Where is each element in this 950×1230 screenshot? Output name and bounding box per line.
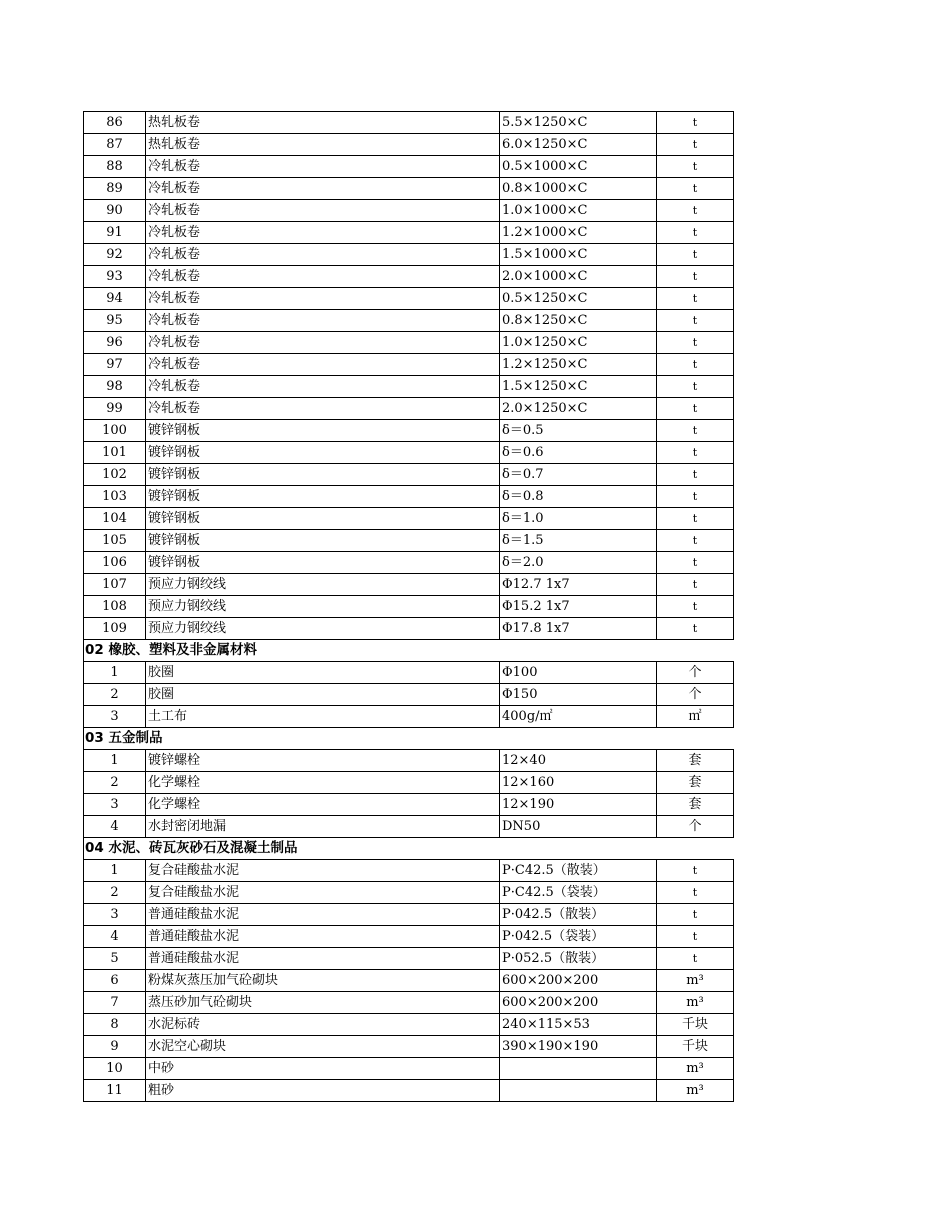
row-number-cell: 109 xyxy=(84,618,146,640)
row-number-cell: 97 xyxy=(84,354,146,376)
unit-cell: 千块 xyxy=(657,1036,734,1058)
row-number-cell: 87 xyxy=(84,134,146,156)
row-number-cell: 94 xyxy=(84,288,146,310)
table-body xyxy=(84,112,734,1102)
row-number-cell: 2 xyxy=(84,882,146,904)
item-name-cell: 冷轧板卷 xyxy=(146,354,500,376)
table-row xyxy=(84,530,734,552)
table-row xyxy=(84,662,734,684)
row-number-cell: 92 xyxy=(84,244,146,266)
spec-cell: δ＝0.6 xyxy=(500,442,657,464)
item-name-cell: 蒸压砂加气砼砌块 xyxy=(146,992,500,1014)
row-number-cell: 99 xyxy=(84,398,146,420)
unit-cell: t xyxy=(657,574,734,596)
spec-cell: δ＝0.7 xyxy=(500,464,657,486)
item-name-cell: 冷轧板卷 xyxy=(146,310,500,332)
unit-cell: 个 xyxy=(657,684,734,706)
section-header-row xyxy=(84,728,734,750)
spec-cell: δ＝1.5 xyxy=(500,530,657,552)
item-name-cell: 冷轧板卷 xyxy=(146,178,500,200)
spec-cell: DN50 xyxy=(500,816,657,838)
table-row xyxy=(84,816,734,838)
item-name-cell: 冷轧板卷 xyxy=(146,222,500,244)
row-number-cell: 103 xyxy=(84,486,146,508)
spec-cell: δ＝0.8 xyxy=(500,486,657,508)
row-number-cell: 91 xyxy=(84,222,146,244)
unit-cell: t xyxy=(657,464,734,486)
table-row xyxy=(84,376,734,398)
spec-cell: 240×115×53 xyxy=(500,1014,657,1036)
unit-cell: t xyxy=(657,926,734,948)
spec-cell: 12×160 xyxy=(500,772,657,794)
unit-cell: t xyxy=(657,310,734,332)
item-name-cell: 化学螺栓 xyxy=(146,794,500,816)
spec-cell: Φ150 xyxy=(500,684,657,706)
unit-cell: t xyxy=(657,596,734,618)
table-row xyxy=(84,1058,734,1080)
item-name-cell: 预应力钢绞线 xyxy=(146,574,500,596)
item-name-cell: 热轧板卷 xyxy=(146,134,500,156)
section-header-row xyxy=(84,838,734,860)
row-number-cell: 11 xyxy=(84,1080,146,1102)
row-number-cell: 4 xyxy=(84,816,146,838)
table-row xyxy=(84,794,734,816)
table-row xyxy=(84,948,734,970)
section-title: 03 五金制品 xyxy=(84,728,734,750)
item-name-cell: 土工布 xyxy=(146,706,500,728)
spec-cell: 0.8×1250×C xyxy=(500,310,657,332)
item-name-cell: 镀锌螺栓 xyxy=(146,750,500,772)
section-title: 02 橡胶、塑料及非金属材料 xyxy=(84,640,734,662)
item-name-cell: 普通硅酸盐水泥 xyxy=(146,948,500,970)
row-number-cell: 1 xyxy=(84,662,146,684)
spec-cell xyxy=(500,1080,657,1102)
table-row xyxy=(84,112,734,134)
item-name-cell: 化学螺栓 xyxy=(146,772,500,794)
material-price-table xyxy=(83,111,734,1102)
table-row xyxy=(84,684,734,706)
item-name-cell: 冷轧板卷 xyxy=(146,376,500,398)
row-number-cell: 101 xyxy=(84,442,146,464)
table-row xyxy=(84,244,734,266)
unit-cell: t xyxy=(657,882,734,904)
table-row xyxy=(84,970,734,992)
item-name-cell: 中砂 xyxy=(146,1058,500,1080)
item-name-cell: 镀锌钢板 xyxy=(146,442,500,464)
unit-cell: ㎡ xyxy=(657,706,734,728)
spec-cell: 12×40 xyxy=(500,750,657,772)
item-name-cell: 镀锌钢板 xyxy=(146,530,500,552)
spec-cell: 12×190 xyxy=(500,794,657,816)
item-name-cell: 预应力钢绞线 xyxy=(146,596,500,618)
row-number-cell: 5 xyxy=(84,948,146,970)
item-name-cell: 冷轧板卷 xyxy=(146,156,500,178)
spec-cell: P·052.5（散装） xyxy=(500,948,657,970)
unit-cell: t xyxy=(657,156,734,178)
item-name-cell: 复合硅酸盐水泥 xyxy=(146,860,500,882)
spec-cell: 1.5×1250×C xyxy=(500,376,657,398)
table-row xyxy=(84,398,734,420)
spec-cell: δ＝1.0 xyxy=(500,508,657,530)
table-row xyxy=(84,706,734,728)
spec-cell: 390×190×190 xyxy=(500,1036,657,1058)
item-name-cell: 预应力钢绞线 xyxy=(146,618,500,640)
row-number-cell: 88 xyxy=(84,156,146,178)
spec-cell: 400g/㎡ xyxy=(500,706,657,728)
unit-cell: t xyxy=(657,398,734,420)
row-number-cell: 4 xyxy=(84,926,146,948)
row-number-cell: 100 xyxy=(84,420,146,442)
spec-cell: 2.0×1250×C xyxy=(500,398,657,420)
unit-cell: m³ xyxy=(657,970,734,992)
table-row xyxy=(84,310,734,332)
table-row xyxy=(84,178,734,200)
unit-cell: t xyxy=(657,552,734,574)
unit-cell: t xyxy=(657,178,734,200)
spec-cell: 1.0×1250×C xyxy=(500,332,657,354)
item-name-cell: 冷轧板卷 xyxy=(146,266,500,288)
spec-cell: Φ12.7 1x7 xyxy=(500,574,657,596)
unit-cell: 个 xyxy=(657,662,734,684)
unit-cell: t xyxy=(657,222,734,244)
table-row xyxy=(84,354,734,376)
row-number-cell: 96 xyxy=(84,332,146,354)
spec-cell: 6.0×1250×C xyxy=(500,134,657,156)
table-row xyxy=(84,200,734,222)
table-row xyxy=(84,596,734,618)
row-number-cell: 102 xyxy=(84,464,146,486)
unit-cell: t xyxy=(657,948,734,970)
row-number-cell: 6 xyxy=(84,970,146,992)
unit-cell: 套 xyxy=(657,772,734,794)
spec-cell xyxy=(500,1058,657,1080)
item-name-cell: 镀锌钢板 xyxy=(146,508,500,530)
unit-cell: t xyxy=(657,486,734,508)
unit-cell: t xyxy=(657,860,734,882)
row-number-cell: 3 xyxy=(84,904,146,926)
spec-cell: 5.5×1250×C xyxy=(500,112,657,134)
unit-cell: t xyxy=(657,904,734,926)
table-row xyxy=(84,332,734,354)
table-row xyxy=(84,882,734,904)
row-number-cell: 1 xyxy=(84,860,146,882)
item-name-cell: 热轧板卷 xyxy=(146,112,500,134)
row-number-cell: 89 xyxy=(84,178,146,200)
unit-cell: t xyxy=(657,618,734,640)
table-row xyxy=(84,1080,734,1102)
item-name-cell: 冷轧板卷 xyxy=(146,200,500,222)
row-number-cell: 93 xyxy=(84,266,146,288)
table-row xyxy=(84,222,734,244)
item-name-cell: 水泥空心砌块 xyxy=(146,1036,500,1058)
item-name-cell: 镀锌钢板 xyxy=(146,552,500,574)
row-number-cell: 104 xyxy=(84,508,146,530)
row-number-cell: 10 xyxy=(84,1058,146,1080)
item-name-cell: 镀锌钢板 xyxy=(146,486,500,508)
spec-cell: P·C42.5（散装） xyxy=(500,860,657,882)
spec-cell: Φ15.2 1x7 xyxy=(500,596,657,618)
unit-cell: t xyxy=(657,244,734,266)
item-name-cell: 胶圈 xyxy=(146,684,500,706)
table-row xyxy=(84,266,734,288)
row-number-cell: 98 xyxy=(84,376,146,398)
row-number-cell: 86 xyxy=(84,112,146,134)
row-number-cell: 95 xyxy=(84,310,146,332)
table-row xyxy=(84,508,734,530)
table-row xyxy=(84,134,734,156)
table-row xyxy=(84,1014,734,1036)
unit-cell: t xyxy=(657,332,734,354)
row-number-cell: 7 xyxy=(84,992,146,1014)
item-name-cell: 粉煤灰蒸压加气砼砌块 xyxy=(146,970,500,992)
row-number-cell: 3 xyxy=(84,794,146,816)
item-name-cell: 镀锌钢板 xyxy=(146,420,500,442)
table-row xyxy=(84,992,734,1014)
table-row xyxy=(84,552,734,574)
unit-cell: t xyxy=(657,134,734,156)
unit-cell: t xyxy=(657,420,734,442)
spec-cell: 1.0×1000×C xyxy=(500,200,657,222)
item-name-cell: 普通硅酸盐水泥 xyxy=(146,904,500,926)
section-title: 04 水泥、砖瓦灰砂石及混凝土制品 xyxy=(84,838,734,860)
spec-cell: 0.5×1000×C xyxy=(500,156,657,178)
table-row xyxy=(84,288,734,310)
unit-cell: t xyxy=(657,376,734,398)
row-number-cell: 108 xyxy=(84,596,146,618)
item-name-cell: 冷轧板卷 xyxy=(146,398,500,420)
unit-cell: t xyxy=(657,200,734,222)
row-number-cell: 105 xyxy=(84,530,146,552)
spec-cell: 0.5×1250×C xyxy=(500,288,657,310)
item-name-cell: 水泥标砖 xyxy=(146,1014,500,1036)
item-name-cell: 冷轧板卷 xyxy=(146,288,500,310)
row-number-cell: 2 xyxy=(84,772,146,794)
spec-cell: Φ17.8 1x7 xyxy=(500,618,657,640)
table-row xyxy=(84,486,734,508)
table-row xyxy=(84,420,734,442)
spec-cell: 2.0×1000×C xyxy=(500,266,657,288)
row-number-cell: 3 xyxy=(84,706,146,728)
item-name-cell: 粗砂 xyxy=(146,1080,500,1102)
spec-cell: P·042.5（袋装） xyxy=(500,926,657,948)
unit-cell: t xyxy=(657,354,734,376)
row-number-cell: 106 xyxy=(84,552,146,574)
spec-cell: 1.5×1000×C xyxy=(500,244,657,266)
row-number-cell: 90 xyxy=(84,200,146,222)
row-number-cell: 9 xyxy=(84,1036,146,1058)
spec-cell: 600×200×200 xyxy=(500,970,657,992)
row-number-cell: 1 xyxy=(84,750,146,772)
table-row xyxy=(84,156,734,178)
table-row xyxy=(84,904,734,926)
unit-cell: 套 xyxy=(657,794,734,816)
table-row xyxy=(84,574,734,596)
unit-cell: t xyxy=(657,112,734,134)
unit-cell: m³ xyxy=(657,1080,734,1102)
unit-cell: 套 xyxy=(657,750,734,772)
spec-cell: 0.8×1000×C xyxy=(500,178,657,200)
unit-cell: 千块 xyxy=(657,1014,734,1036)
item-name-cell: 镀锌钢板 xyxy=(146,464,500,486)
section-header-row xyxy=(84,640,734,662)
item-name-cell: 冷轧板卷 xyxy=(146,332,500,354)
spec-cell: 1.2×1250×C xyxy=(500,354,657,376)
item-name-cell: 普通硅酸盐水泥 xyxy=(146,926,500,948)
row-number-cell: 8 xyxy=(84,1014,146,1036)
table-row xyxy=(84,464,734,486)
unit-cell: t xyxy=(657,530,734,552)
table-row xyxy=(84,926,734,948)
item-name-cell: 水封密闭地漏 xyxy=(146,816,500,838)
spec-cell: 600×200×200 xyxy=(500,992,657,1014)
table-row xyxy=(84,618,734,640)
unit-cell: t xyxy=(657,442,734,464)
unit-cell: m³ xyxy=(657,1058,734,1080)
item-name-cell: 复合硅酸盐水泥 xyxy=(146,882,500,904)
unit-cell: m³ xyxy=(657,992,734,1014)
table-row xyxy=(84,860,734,882)
item-name-cell: 冷轧板卷 xyxy=(146,244,500,266)
unit-cell: t xyxy=(657,508,734,530)
spec-cell: P·042.5（散装） xyxy=(500,904,657,926)
row-number-cell: 107 xyxy=(84,574,146,596)
unit-cell: 个 xyxy=(657,816,734,838)
row-number-cell: 2 xyxy=(84,684,146,706)
table-row xyxy=(84,442,734,464)
item-name-cell: 胶圈 xyxy=(146,662,500,684)
table-row xyxy=(84,750,734,772)
table-row xyxy=(84,772,734,794)
spec-cell: 1.2×1000×C xyxy=(500,222,657,244)
table-row xyxy=(84,1036,734,1058)
unit-cell: t xyxy=(657,288,734,310)
spec-cell: Φ100 xyxy=(500,662,657,684)
spec-cell: P·C42.5（袋装） xyxy=(500,882,657,904)
spec-cell: δ＝0.5 xyxy=(500,420,657,442)
unit-cell: t xyxy=(657,266,734,288)
spec-cell: δ＝2.0 xyxy=(500,552,657,574)
